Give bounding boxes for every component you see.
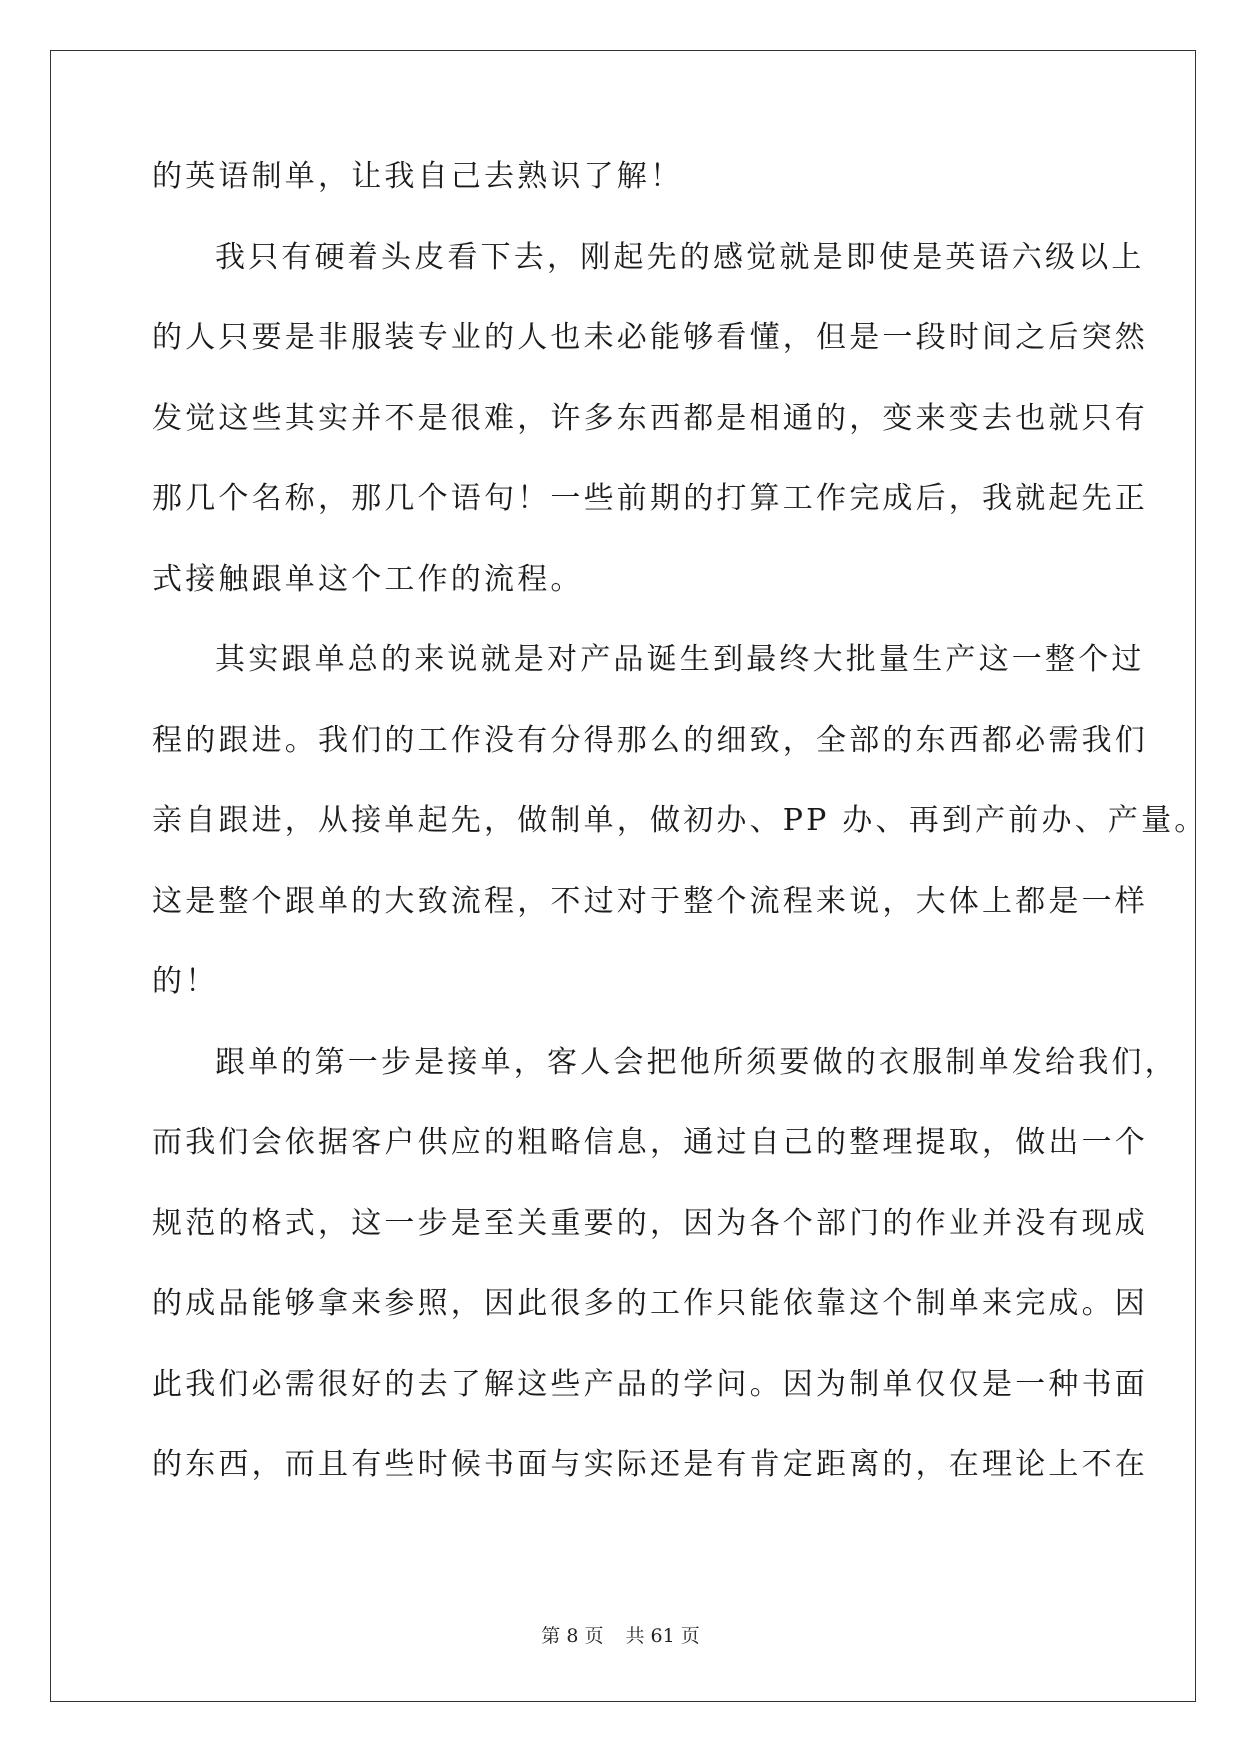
text-line: 这是整个跟单的大致流程，不过对于整个流程来说，大体上都是一样	[152, 883, 1148, 919]
text-line: 发觉这些其实并不是很难，许多东西都是相通的，变来变去也就只有	[152, 400, 1148, 436]
page-total: 共 61 页	[625, 1625, 700, 1647]
text-line: 而我们会依据客户供应的粗略信息，通过自己的整理提取，做出一个	[152, 1125, 1148, 1160]
text-line: 此我们必需很好的去了解这些产品的学问。因为制单仅仅是一种书面	[152, 1366, 1148, 1402]
text-line: 亲自跟进，从接单起先，做制单，做初办、PP 办、再到产前办、产量。	[152, 803, 1208, 838]
text-line: 的成品能够拿来参照，因此很多的工作只能依靠这个制单来完成。因	[152, 1286, 1148, 1321]
document-body	[152, 159, 1208, 1531]
text-line: 的人只要是非服装专业的人也未必能够看懂，但是一段时间之后突然	[152, 320, 1148, 355]
text-line: 的英语制单，让我自己去熟识了解！	[152, 159, 684, 194]
page-footer	[0, 1625, 1241, 1647]
text-line: 那几个名称，那几个语句！一些前期的打算工作完成后，我就起先正	[152, 481, 1148, 516]
text-line: 其实跟单总的来说就是对产品诞生到最终大批量生产这一整个过	[215, 642, 1145, 677]
text-line: 的！	[152, 964, 219, 999]
text-line: 规范的格式，这一步是至关重要的，因为各个部门的作业并没有现成	[152, 1205, 1148, 1241]
text-line: 程的跟进。我们的工作没有分得那么的细致，全部的东西都必需我们	[152, 722, 1148, 758]
text-line: 跟单的第一步是接单，客人会把他所须要做的衣服制单发给我们，	[215, 1044, 1178, 1080]
page-number: 第 8 页	[541, 1625, 604, 1647]
text-line: 我只有硬着头皮看下去，刚起先的感觉就是即使是英语六级以上	[215, 239, 1145, 275]
text-line: 式接触跟单这个工作的流程。	[152, 561, 584, 597]
text-line: 的东西，而且有些时候书面与实际还是有肯定距离的，在理论上不在	[152, 1447, 1148, 1482]
